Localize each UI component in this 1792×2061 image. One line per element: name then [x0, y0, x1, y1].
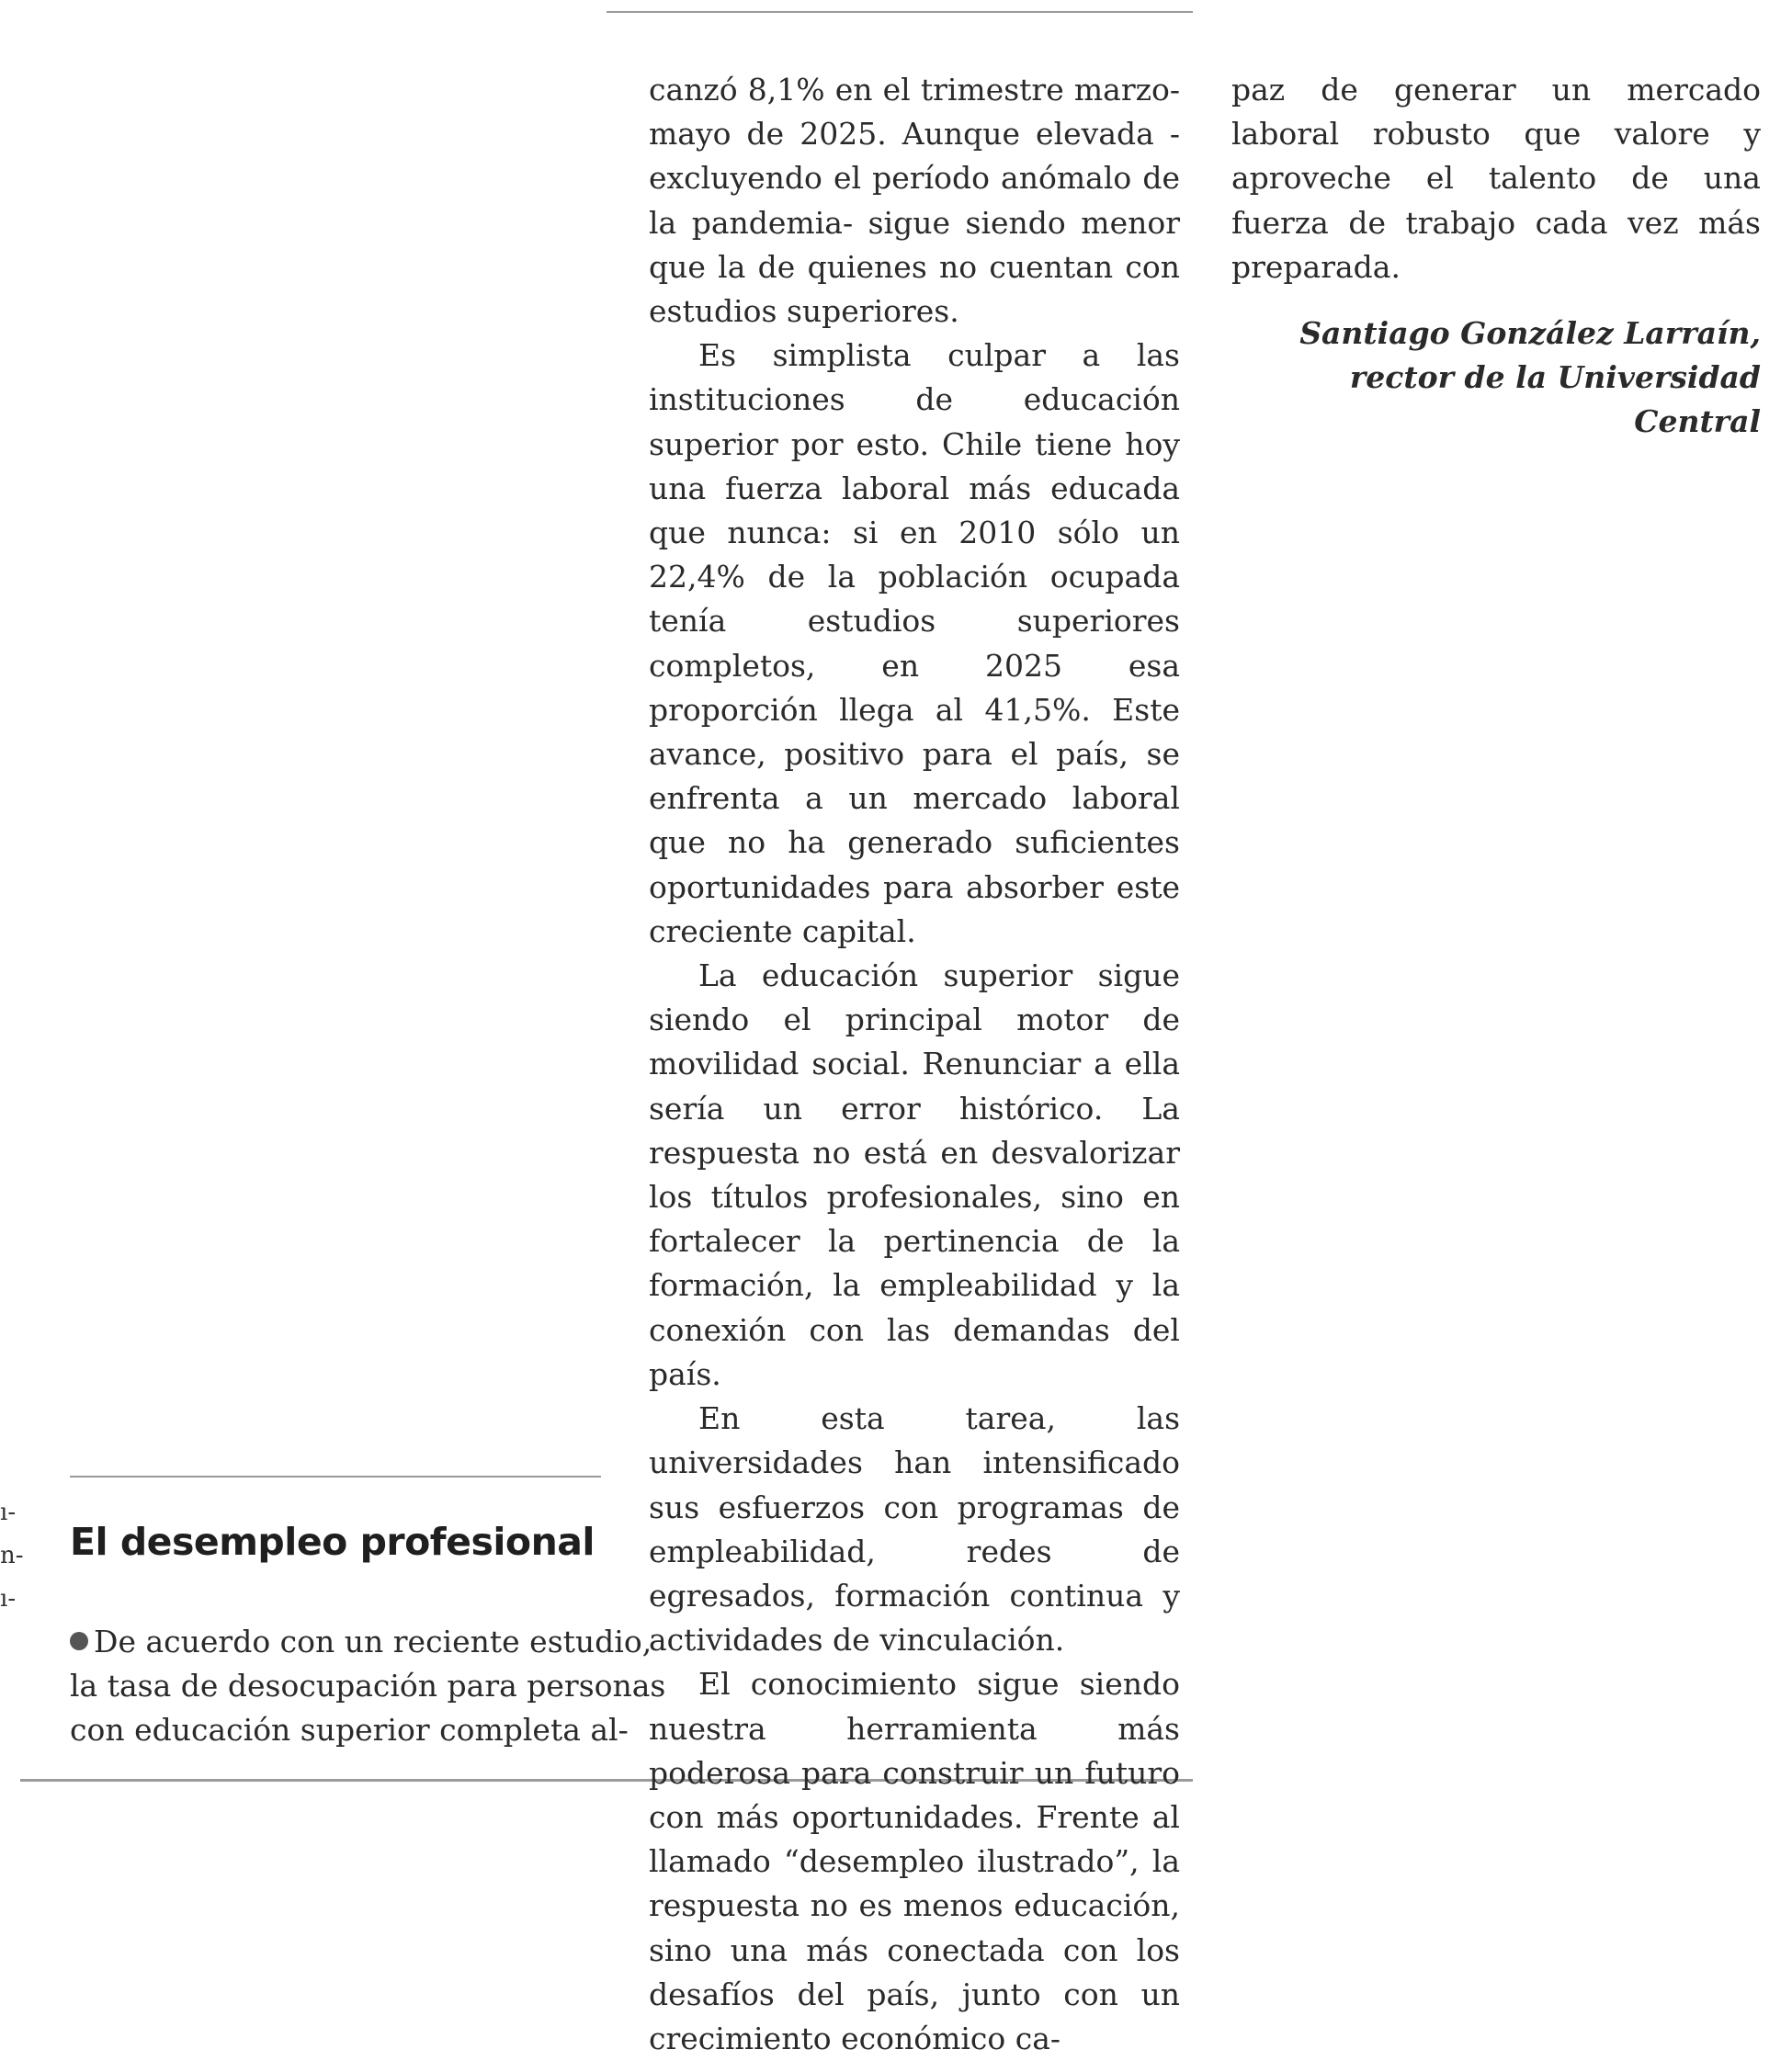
fragment-3: ı- — [0, 1585, 17, 1613]
fragment-1: ı- — [0, 1499, 17, 1526]
body-paragraph-4: En esta tarea, las universidades han intensificado sus esfuerzos con programas de empleabilidad, redes de egresados, formación continua y actividades de vinculación. — [649, 1400, 1180, 1659]
previous-column-fragments — [0, 1491, 24, 1621]
letter-lead — [70, 1620, 666, 1753]
signature — [1231, 311, 1761, 445]
fragment-2: n- — [0, 1542, 24, 1569]
body-paragraph-3: La educación superior sigue siendo el principal motor de movilidad social. Renunciar a ella sería un error histórico. La respuesta no está en desvalorizar los títulos profesionales, sino en fortalecer la pertinencia de la formación, la empleabilidad y la conexión con las demandas del país. — [649, 957, 1180, 1392]
sidebar-top-rule — [70, 1476, 601, 1478]
lead-line-1-text: De acuerdo con un reciente estudio, — [94, 1624, 652, 1659]
letter-headline: El desempleo profesional — [70, 1520, 595, 1564]
top-rule — [607, 11, 1193, 13]
body-paragraph-2: Es simplista culpar a las instituciones de educación superior por esto. Chile tiene hoy una fuerza laboral más educada que nunca: si en 2010 sólo un 22,4% de la población ocupada tenía estudios superiores completos, en 2025 esa proporción llega al 41,5%. Este avance, positivo para el país, se enfrenta a un mercado laboral que no ha generado suficientes oportunidades para absorber este creciente capital. — [649, 337, 1180, 949]
bullet-icon — [70, 1632, 88, 1650]
body-paragraph-1: canzó 8,1% en el trimestre marzo-mayo de 2025. Aunque elevada -excluyendo el período anómalo de la pandemia- sigue siendo menor que la de quienes no cuentan con estudios superiores. — [649, 72, 1180, 330]
signature-title: rector de la Universidad Central — [1349, 359, 1761, 440]
lead-line-3: con educación superior completa al- — [70, 1712, 629, 1749]
body-column-right — [1231, 68, 1761, 445]
body-column-middle — [649, 68, 1180, 2061]
body-paragraph-6: paz de generar un mercado laboral robusto que valore y aproveche el talento de una fuerza de trabajo cada vez más preparada. — [1231, 72, 1761, 285]
body-paragraph-5: El conocimiento sigue siendo nuestra herramienta más poderosa para construir un futuro con más oportunidades. Frente al llamado “desempleo ilustrado”, la respuesta no es menos educación, sino una más conectada con los desafíos del país, junto con un crecimiento económico ca- — [649, 1666, 1180, 2056]
lead-line-2: la tasa de desocupación para personas — [70, 1668, 666, 1704]
signature-name: Santiago González Larraín, — [1299, 315, 1761, 352]
lead-line-1 — [70, 1620, 652, 1664]
